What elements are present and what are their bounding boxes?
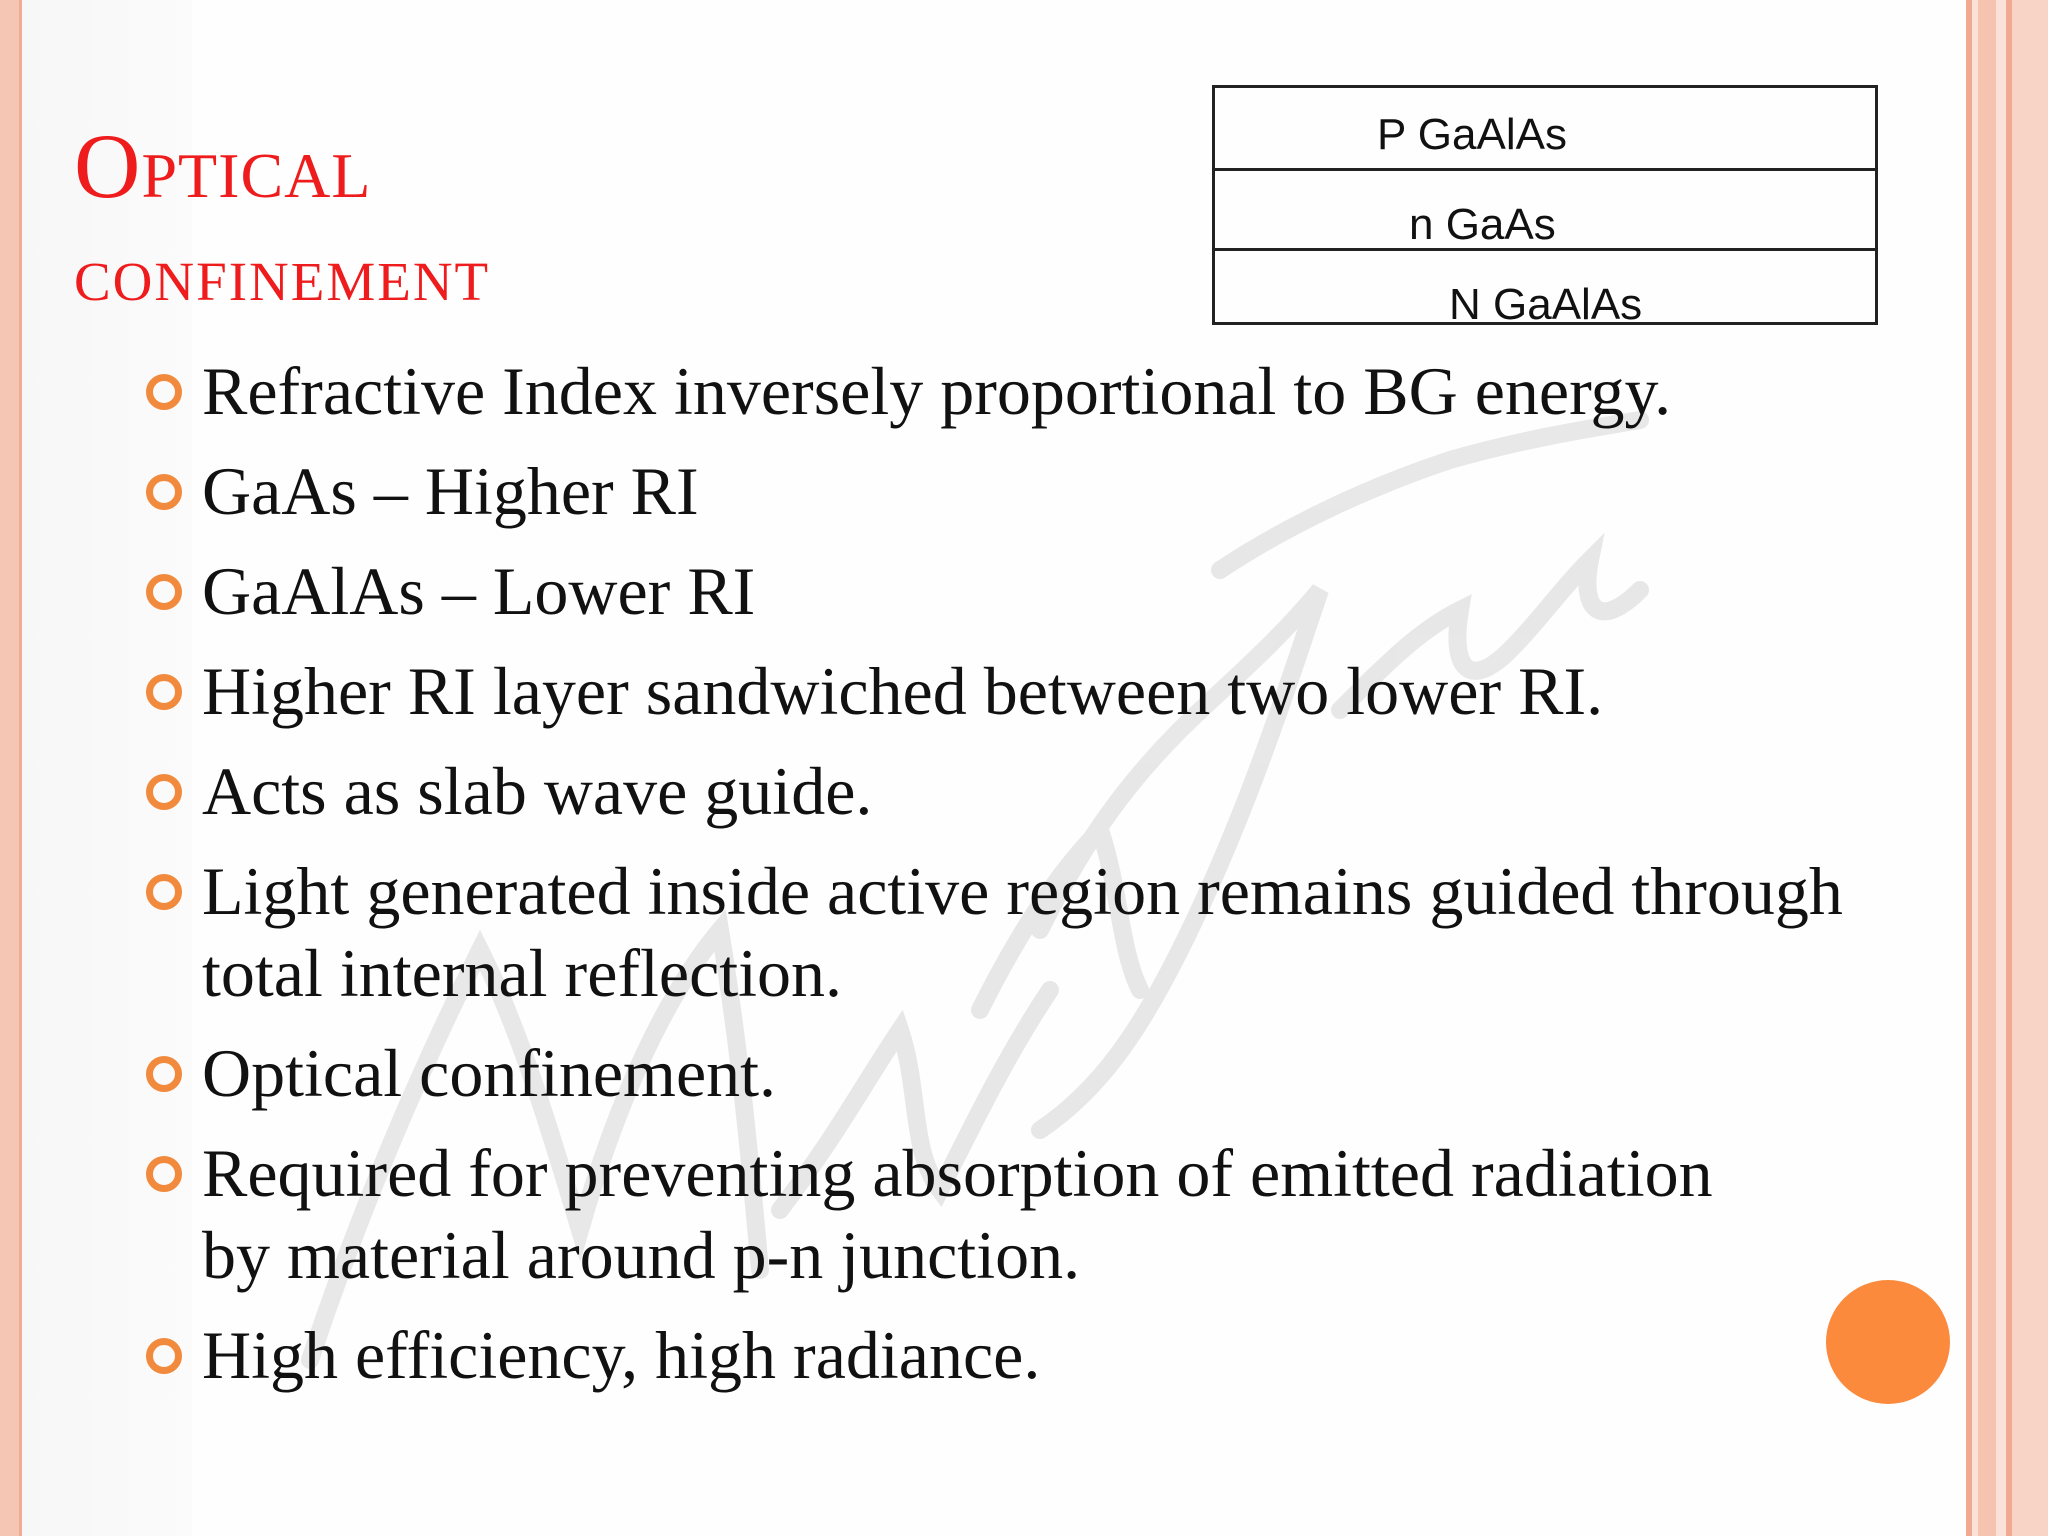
title-line-1: Optical	[74, 115, 372, 217]
left-border-stripe	[0, 0, 22, 1536]
layer-label: n GaAs	[1409, 200, 1556, 249]
layer-label: P GaAlAs	[1377, 110, 1567, 159]
bullet-ring-icon	[146, 1156, 182, 1192]
bullet-ring-icon	[146, 774, 182, 810]
bullet-text: Required for preventing absorption of emitted radiation by material around p-n junction.	[202, 1135, 1713, 1293]
list-item	[140, 1032, 1940, 1114]
list-item	[140, 350, 1940, 432]
layer-label: N GaAlAs	[1449, 280, 1643, 329]
bullet-text: Light generated inside active region remains guided through total internal reflection.	[202, 853, 1843, 1011]
bullet-text: GaAlAs – Lower RI	[202, 553, 756, 629]
bullet-ring-icon	[146, 1338, 182, 1374]
layer-p-gaalas	[1215, 88, 1875, 168]
bullet-ring-icon	[146, 1056, 182, 1092]
bullet-text: High efficiency, high radiance.	[202, 1317, 1041, 1393]
right-border-stripes	[1966, 0, 2048, 1536]
bullet-ring-icon	[146, 474, 182, 510]
bullet-ring-icon	[146, 874, 182, 910]
bullet-ring-icon	[146, 674, 182, 710]
layer-stack-diagram	[1212, 85, 1878, 329]
bullet-text: Higher RI layer sandwiched between two lower RI.	[202, 653, 1604, 729]
bullet-text: Refractive Index inversely proportional to BG energy.	[202, 353, 1672, 429]
bullet-text: Optical confinement.	[202, 1035, 777, 1111]
bullet-text: Acts as slab wave guide.	[202, 753, 873, 829]
decorative-orange-circle	[1826, 1280, 1950, 1404]
layer-n-gaalas	[1215, 248, 1875, 328]
layer-n-gaas	[1215, 168, 1875, 248]
title-line-2: confinement	[74, 230, 491, 317]
list-item	[140, 650, 1940, 732]
bullet-ring-icon	[146, 574, 182, 610]
bullet-list	[140, 350, 1940, 1396]
list-item	[140, 450, 1940, 532]
list-item	[140, 1314, 1940, 1396]
list-item	[140, 750, 1940, 832]
slide-title	[74, 112, 490, 328]
bullet-ring-icon	[146, 374, 182, 410]
list-item	[140, 850, 1882, 1014]
bullet-text: GaAs – Higher RI	[202, 453, 699, 529]
list-item	[140, 1132, 1762, 1296]
list-item	[140, 550, 1940, 632]
